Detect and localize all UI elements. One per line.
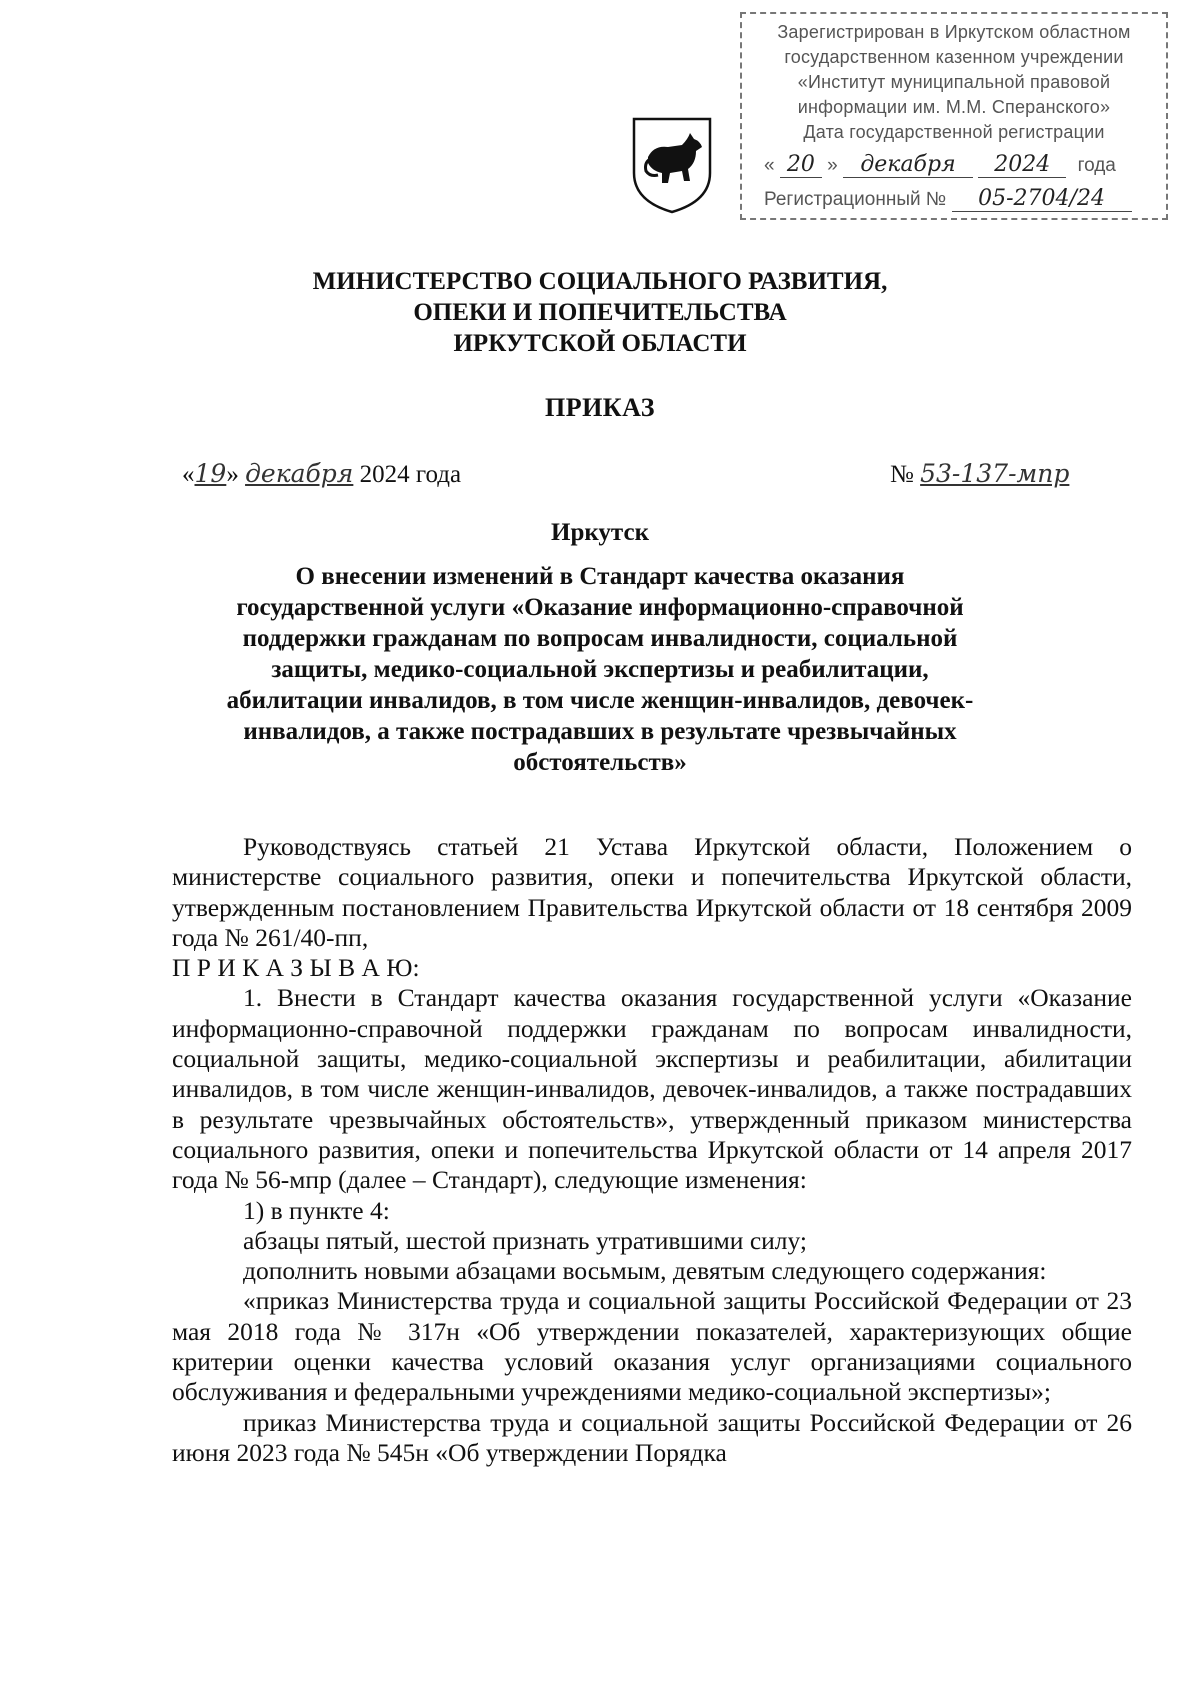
body-paragraph: 1) в пункте 4:: [243, 1195, 390, 1225]
irkutsk-coat-of-arms-icon: [630, 115, 714, 215]
stamp-line: Зарегистрирован в Иркутском областном: [777, 22, 1131, 42]
ministry-heading: [0, 266, 1200, 359]
order-number-label: №: [890, 461, 914, 488]
stamp-reg-row: [764, 186, 1152, 212]
stamp-day: 20: [780, 152, 822, 178]
body-paragraph: «приказ Министерства труда и социальной защиты Российской Федерации от 23 мая 2018 года № 317н «Об утверждении показателей, характеризующих общие критерии оценки качества условий оказания услуг организациями социального обслуживания и федеральными учреждениями медико-социальной экспертизы»;: [172, 1286, 1132, 1407]
stamp-reg-label: Регистрационный №: [764, 189, 947, 210]
order-month: декабря: [245, 459, 354, 488]
date-quote: »: [226, 461, 239, 488]
decree-word: П Р И К А З Ы В А Ю:: [172, 953, 420, 983]
body-paragraph: абзацы пятый, шестой признать утратившими силу;: [243, 1225, 808, 1255]
order-subject: [0, 561, 1200, 778]
order-date: [182, 459, 461, 489]
ministry-line: МИНИСТЕРСТВО СОЦИАЛЬНОГО РАЗВИТИЯ,: [312, 268, 888, 295]
subject-line: О внесении изменений в Стандарт качества оказания: [295, 563, 905, 590]
body-paragraph: приказ Министерства труда и социальной защиты Российской Федерации от 26 июня 2023 года № 545н «Об утверждении Порядка: [172, 1407, 1132, 1467]
order-number-value: 53-137-мпр: [920, 459, 1070, 488]
stamp-reg-number: 05-2704/24: [952, 186, 1132, 212]
order-day: 19: [194, 459, 227, 488]
ministry-line: ИРКУТСКОЙ ОБЛАСТИ: [453, 330, 747, 357]
stamp-date-row: [764, 152, 1152, 178]
stamp-line: «Институт муниципальной правовой: [797, 72, 1111, 92]
stamp-line: государственном казенном учреждении: [784, 47, 1124, 67]
stamp-quote: »: [827, 155, 838, 176]
body-paragraph: Руководствуясь статьей 21 Устава Иркутской области, Положением о министерстве социального развития, опеки и попечительства Иркутской области, утвержденным постановлением Правительства Иркутской области от 18 сентября 2009 года № 261/40-пп,: [172, 832, 1132, 952]
subject-line: обстоятельств»: [513, 749, 687, 776]
subject-line: абилитации инвалидов, в том числе женщин-инвалидов, девочек-: [226, 687, 974, 714]
stamp-year-word: года: [1077, 155, 1116, 176]
ministry-line: ОПЕКИ И ПОПЕЧИТЕЛЬСТВА: [413, 299, 787, 326]
stamp-line: Дата государственной регистрации: [803, 122, 1105, 142]
city-name: Иркутск: [551, 519, 649, 546]
stamp-month: декабря: [843, 152, 973, 178]
subject-line: инвалидов, а также пострадавших в результате чрезвычайных: [243, 718, 957, 745]
stamp-quote: «: [764, 155, 775, 176]
registration-stamp: [740, 12, 1168, 220]
order-year: 2024 года: [359, 461, 462, 488]
body-paragraph: дополнить новыми абзацами восьмым, девятым следующего содержания:: [243, 1256, 1047, 1286]
stamp-year: 2024: [978, 152, 1066, 178]
subject-line: государственной услуги «Оказание информационно-справочной: [236, 594, 964, 621]
subject-line: защиты, медико-социальной экспертизы и реабилитации,: [271, 656, 929, 683]
order-body: [172, 832, 1132, 1468]
date-quote: «: [182, 461, 195, 488]
document-type-title: ПРИКАЗ: [544, 393, 656, 422]
body-paragraph: 1. Внести в Стандарт качества оказания государственной услуги «Оказание информационно-справочной поддержки гражданам по вопросам инвалидности, социальной защиты, медико-социальной экспертизы и реабилитации, абилитации инвалидов, в том числе женщин-инвалидов, девочек-инвалидов, а также пострадавших в результате чрезвычайных обстоятельств», утвержденный приказом министерства социального развития, опеки и попечительства Иркутской области от 14 апреля 2017 года № 56-мпр (далее – Стандарт), следующие изменения:: [172, 983, 1132, 1195]
order-number: [890, 459, 1069, 489]
subject-line: поддержки гражданам по вопросам инвалидности, социальной: [242, 625, 958, 652]
stamp-line: информации им. М.М. Сперанского»: [797, 97, 1111, 117]
